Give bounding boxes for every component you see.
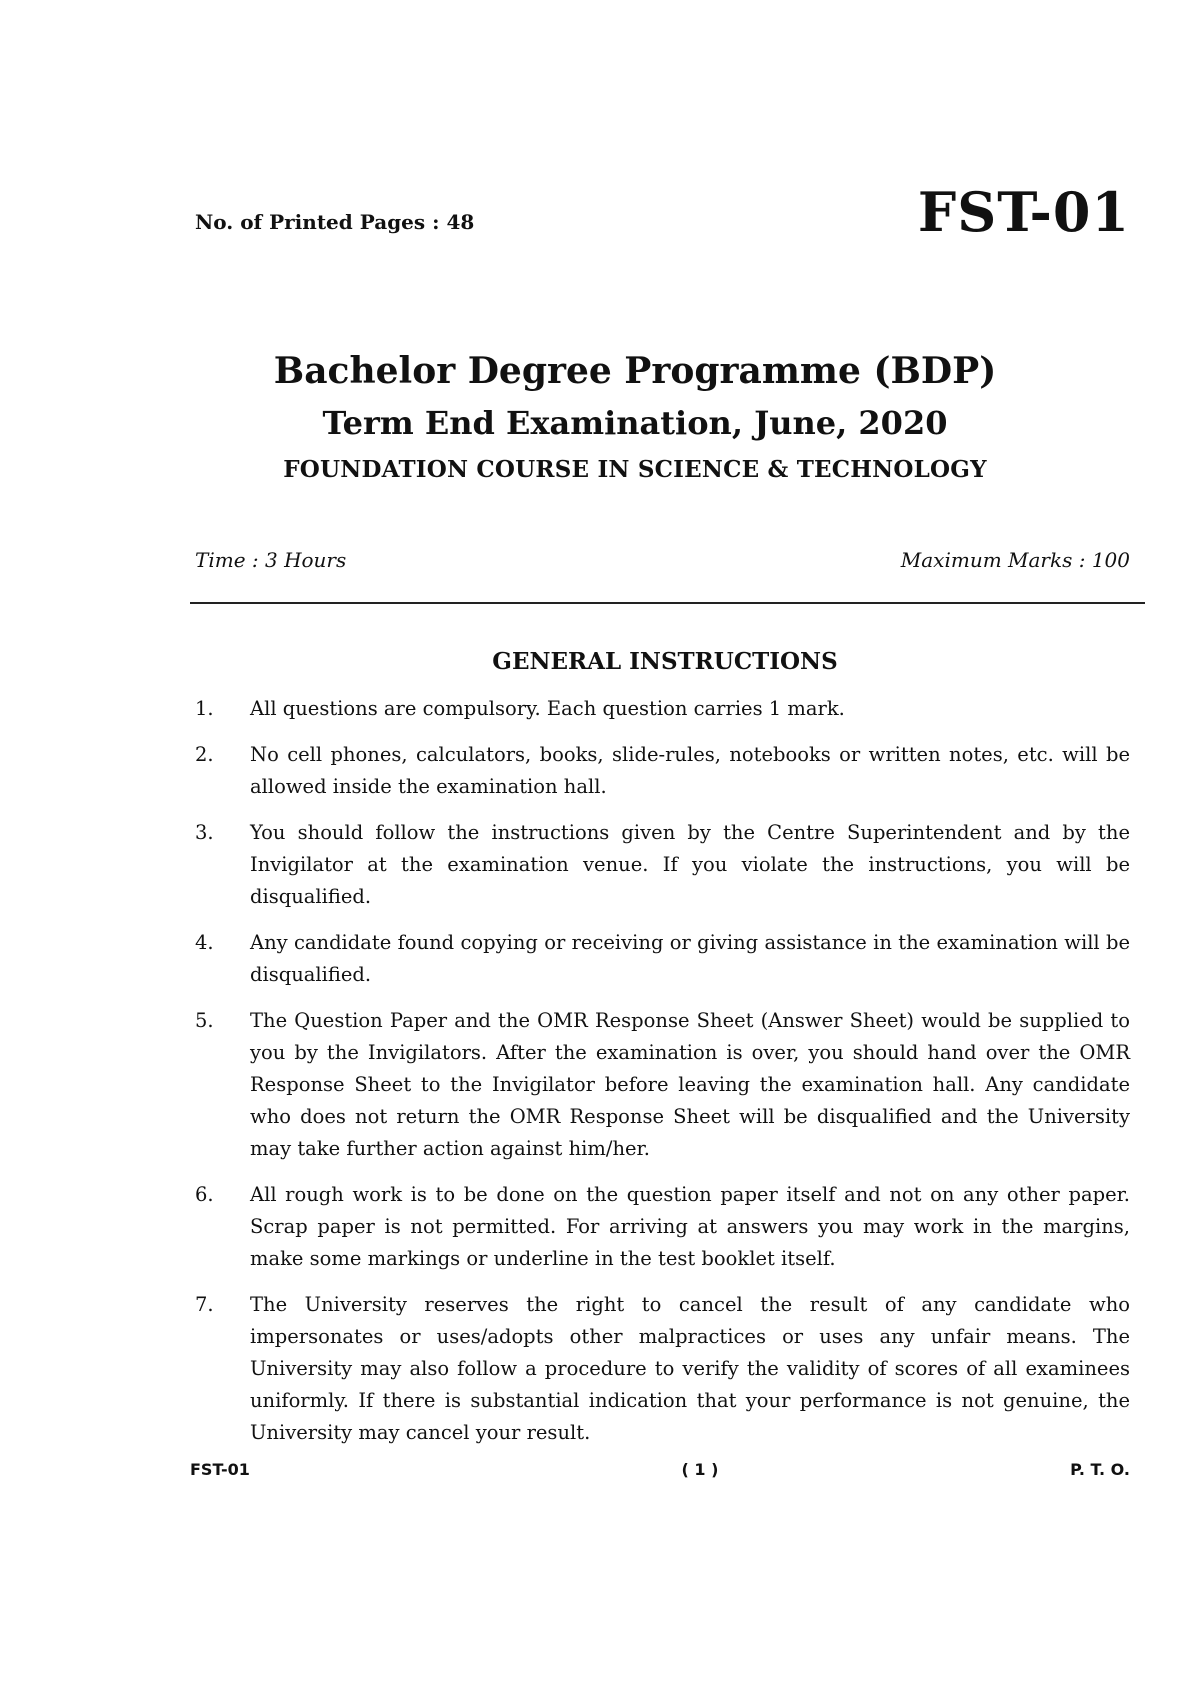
instruction-item xyxy=(195,693,1130,725)
instruction-number: 2. xyxy=(195,743,214,766)
instruction-number: 3. xyxy=(195,821,214,844)
instruction-text: The Question Paper and the OMR Response Sheet (Answer Sheet) would be supplied to you by the Invigilators. After the examination is over, you should hand over the OMR Response Sheet to the Invigilator before leaving the examination hall. Any candidate who does not return the OMR Response Sheet will be disqualified and the University may take further action against him/her. xyxy=(250,1009,1130,1160)
footer-course-code: FST-01 xyxy=(190,1460,250,1479)
printed-pages-count: No. of Printed Pages : 48 xyxy=(195,210,475,234)
instruction-item xyxy=(195,1179,1130,1275)
course-code: FST-01 xyxy=(917,180,1130,244)
instruction-text: The University reserves the right to cancel the result of any candidate who impersonates or uses/adopts other malpractices or uses any unfair means. The University may also follow a procedure to verify the validity of scores of all examinees uniformly. If there is substantial indication that your performance is not genuine, the University may cancel your result. xyxy=(250,1293,1130,1444)
instruction-item xyxy=(195,817,1130,913)
please-turn-over: P. T. O. xyxy=(1070,1460,1130,1479)
divider-rule xyxy=(190,602,1145,604)
examination-title: Term End Examination, June, 2020 xyxy=(322,404,948,442)
instruction-number: 6. xyxy=(195,1183,214,1206)
course-title: FOUNDATION COURSE IN SCIENCE & TECHNOLOGY xyxy=(283,456,987,483)
instruction-number: 5. xyxy=(195,1009,214,1032)
instruction-text: All rough work is to be done on the question paper itself and not on any other paper. Scrap paper is not permitted. For arriving at answers you may work in the margins, make some markings or underline in the test booklet itself. xyxy=(250,1183,1130,1270)
instruction-text: All questions are compulsory. Each question carries 1 mark. xyxy=(250,697,845,720)
programme-title: Bachelor Degree Programme (BDP) xyxy=(273,350,997,392)
page-footer xyxy=(190,1460,1130,1490)
instruction-number: 4. xyxy=(195,931,214,954)
instruction-number: 1. xyxy=(195,697,214,720)
instruction-item xyxy=(195,1005,1130,1165)
instruction-number: 7. xyxy=(195,1293,214,1316)
maximum-marks: Maximum Marks : 100 xyxy=(900,548,1130,572)
title-block xyxy=(0,350,1200,483)
instruction-text: You should follow the instructions given by the Centre Superintendent and by the Invigilator at the examination venue. If you violate the instructions, you will be disqualified. xyxy=(250,821,1130,908)
exam-meta-row xyxy=(195,548,1130,578)
instruction-text: No cell phones, calculators, books, slide-rules, notebooks or written notes, etc. will be allowed inside the examination hall. xyxy=(250,743,1130,798)
time-allowed: Time : 3 Hours xyxy=(195,548,347,572)
instructions-list xyxy=(195,693,1130,1463)
instruction-item xyxy=(195,739,1130,803)
page-number: ( 1 ) xyxy=(681,1460,719,1479)
instruction-text: Any candidate found copying or receiving or giving assistance in the examination will be disqualified. xyxy=(250,931,1130,986)
instructions-heading: GENERAL INSTRUCTIONS xyxy=(492,648,838,675)
instruction-item xyxy=(195,1289,1130,1449)
instruction-item xyxy=(195,927,1130,991)
